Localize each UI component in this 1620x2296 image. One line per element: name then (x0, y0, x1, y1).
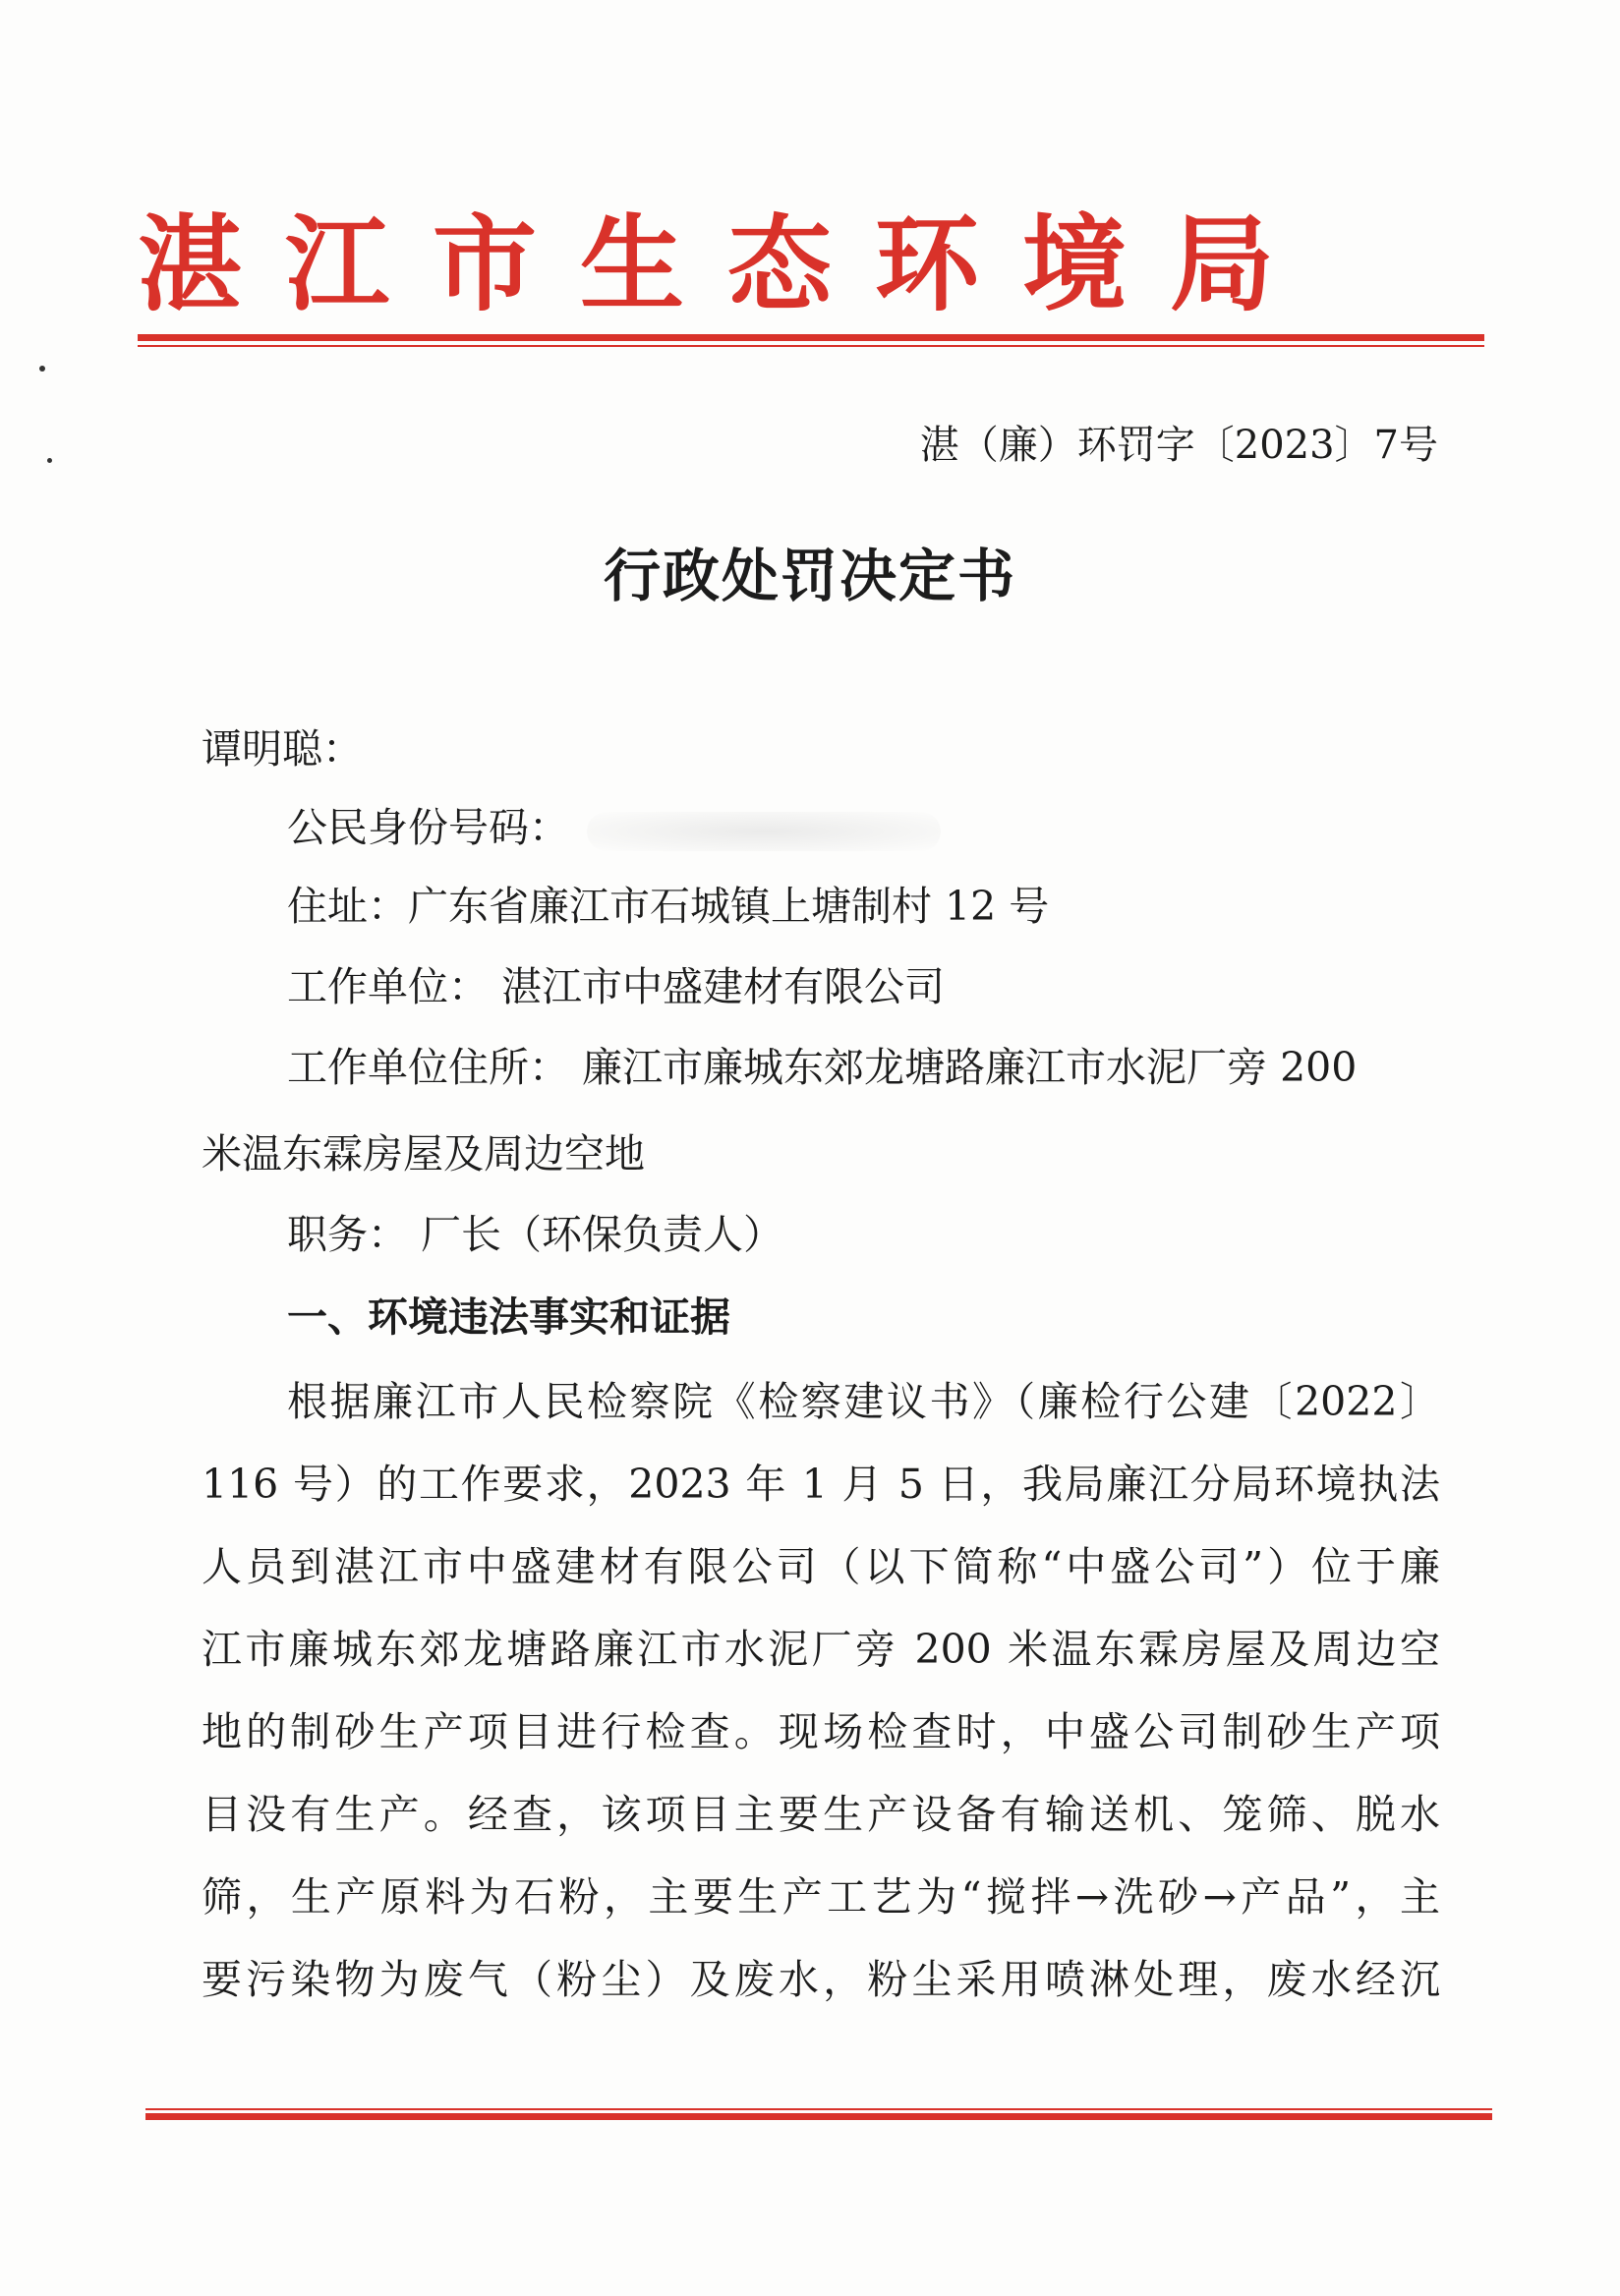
body-line: 江市廉城东郊龙塘路廉江市水泥厂旁 200 米温东霖房屋及周边空 (202, 1626, 1440, 1673)
employer-address-line-1: 工作单位住所： 廉江市廉城东郊龙塘路廉江市水泥厂旁 200 (287, 1044, 1358, 1091)
document-number: 湛（廉）环罚字〔2023〕7号 (919, 423, 1438, 468)
body-line: 根据廉江市人民检察院《检察建议书》（廉检行公建〔2022〕 (287, 1378, 1440, 1425)
agency-letterhead: 湛江市生态环境局 (138, 204, 1317, 325)
party-name: 谭明聪： (202, 725, 363, 773)
section-heading: 一、环境违法事实和证据 (287, 1293, 730, 1341)
id-number-label: 公民身份号码： (287, 804, 569, 851)
footer-rule-thin (145, 2108, 1492, 2110)
body-line: 地的制砂生产项目进行检查。现场检查时，中盛公司制砂生产项 (202, 1708, 1440, 1755)
body-line: 目没有生产。经查，该项目主要生产设备有输送机、笼筛、脱水 (202, 1791, 1440, 1838)
body-line: 筛，生产原料为石粉，主要生产工艺为“搅拌→洗砂→产品”，主 (202, 1873, 1440, 1921)
party-position: 职务： 厂长（环保负责人） (287, 1211, 784, 1258)
employer-address-line-2: 米温东霖房屋及周边空地 (202, 1130, 645, 1177)
party-employer: 工作单位： 湛江市中盛建材有限公司 (287, 963, 946, 1010)
body-line: 要污染物为废气（粉尘）及废水，粉尘采用喷淋处理，废水经沉 (202, 1956, 1440, 2003)
footer-rule-thick (145, 2113, 1492, 2120)
redacted-id-number (587, 812, 941, 851)
party-address: 住址：广东省廉江市石城镇上塘制村 12 号 (287, 883, 1050, 930)
document-title: 行政处罚决定书 (603, 543, 1016, 609)
letterhead-rule-thick (138, 334, 1484, 341)
id-number-line (287, 800, 941, 855)
scan-speck (39, 366, 45, 372)
body-line: 人员到湛江市中盛建材有限公司（以下简称“中盛公司”）位于廉 (202, 1543, 1440, 1590)
letterhead-rule-thin (138, 345, 1484, 347)
body-line: 116 号）的工作要求，2023 年 1 月 5 日，我局廉江分局环境执法 (202, 1461, 1440, 1508)
scan-speck (47, 458, 52, 463)
